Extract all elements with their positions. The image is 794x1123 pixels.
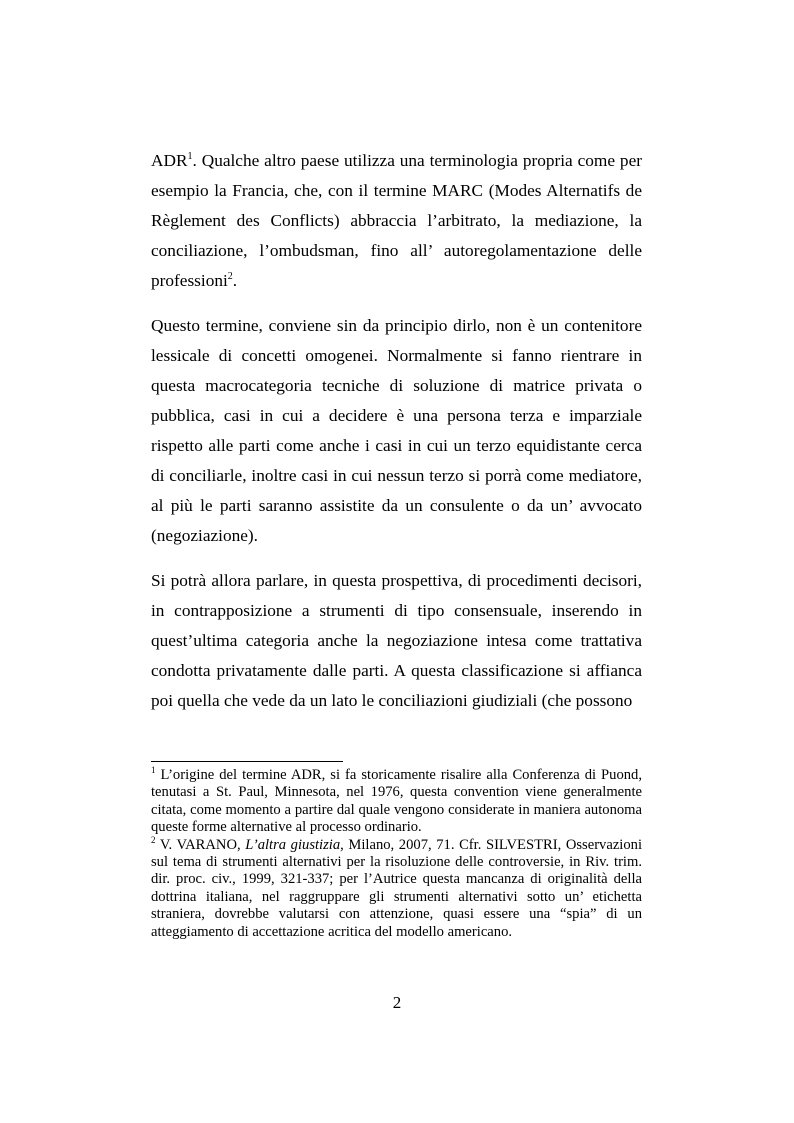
- footnote-ref-2[interactable]: 2: [227, 271, 233, 282]
- footnote-text: L’origine del termine ADR, si fa storicamente risalire alla Conferenza di Puond, tenutasi a St. Paul, Minnesota, nel 1976, questa convention viene generalmente citata, come momento a partire dal quale vengono considerate in maniera autonoma queste forme alternative al processo ordinario.: [151, 767, 642, 836]
- text-run: ADR: [151, 151, 188, 170]
- footnote-ref-1[interactable]: 1: [187, 151, 193, 162]
- cited-title: L’altra giustizia: [245, 836, 341, 853]
- page-number: 2: [392, 993, 402, 1012]
- text-run: .: [232, 271, 238, 290]
- paragraph-3: [151, 566, 642, 716]
- footnote-separator: [151, 761, 343, 762]
- footnote-text: , Milano, 2007, 71. Cfr. SILVESTRI, Osservazioni sul tema di strumenti alternativi per la risoluzione delle controversie, in Riv. trim. dir. proc. civ., 1999, 321-337; per l’Autrice questa mancanza di originalità della dottrina italiana, nel raggruppare gli strumenti alternativi sotto un’ etichetta straniera, dovrebbe valutarsi con attenzione, quasi essere una “spia” di un atteggiamento di accettazione acritica del modello americano.: [151, 836, 643, 940]
- text-run: Si potrà allora parlare, in questa prospettiva, di procedimenti decisori, in contrapposizione a strumenti di tipo consensuale, inserendo in quest’ultima categoria anche la negoziazione intesa come trattativa condotta privatamente dalle parti. A questa classificazione si affianca poi quella che vede da un lato le conciliazioni giudiziali (che possono: [151, 571, 642, 710]
- paragraph-2: [151, 311, 642, 551]
- main-text: [151, 146, 642, 731]
- text-run: Questo termine, conviene sin da principio dirlo, non è un contenitore lessicale di concetti omogenei. Normalmente si fanno rientrare in questa macrocategoria tecniche di soluzione di matrice privata o pubblica, casi in cui a decidere è una persona terza e imparziale rispetto alle parti come anche i casi in cui un terzo equidistante cerca di conciliarle, inoltre casi in cui nessun terzo si porrà come mediatore, al più le parti saranno assistite da un consulente o da un’ avvocato (negoziazione).: [151, 316, 642, 545]
- footnote-1: [151, 767, 642, 837]
- paragraph-1: [151, 146, 642, 296]
- footnotes: [151, 767, 642, 941]
- text-run: . Qualche altro paese utilizza una terminologia propria come per esempio la Francia, che, con il termine MARC (Modes Alternatifs de Règlement des Conflicts) abbraccia l’arbitrato, la mediazione, la conciliazione, l’ombudsman, fino all’ autoregolamentazione delle professioni: [151, 151, 642, 290]
- footnote-2: [151, 834, 643, 941]
- footnote-marker: 2: [151, 834, 156, 845]
- footnote-marker: 1: [151, 765, 156, 775]
- footnote-text: V. VARANO,: [155, 836, 246, 853]
